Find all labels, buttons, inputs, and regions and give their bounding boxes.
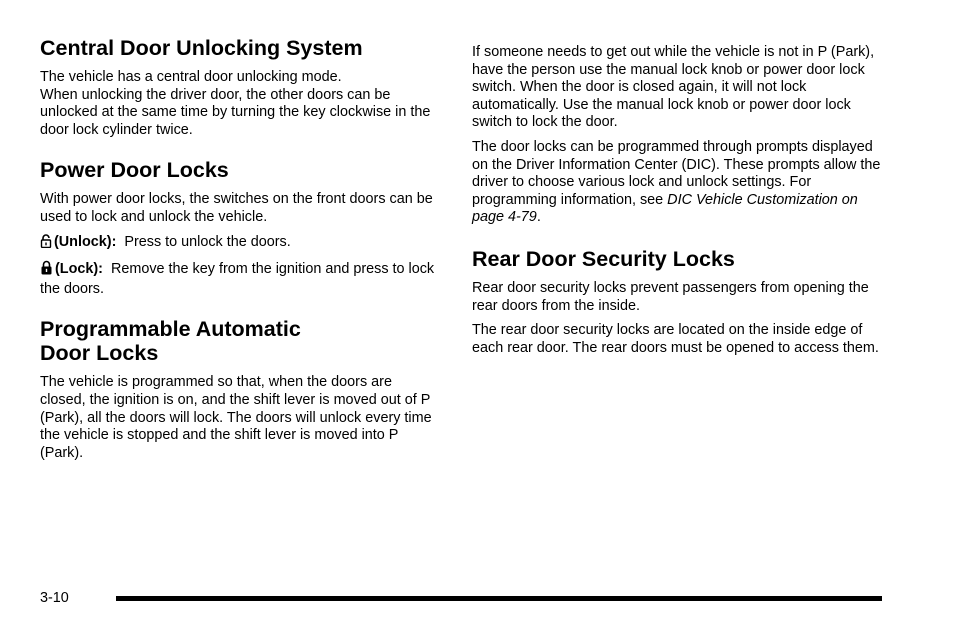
paragraph-text: The door locks can be programmed through prompts displayed on the Driver Information Center (DIC). These prompts allow the driver to choose various lock and unlock settings. For programming information, see bbox=[472, 138, 881, 208]
right-column bbox=[472, 44, 882, 376]
section-title: Central Door Unlocking System bbox=[40, 36, 363, 60]
paragraph: The rear door security locks are located on the inside edge of each rear door. The rear doors must be opened to access them. bbox=[472, 322, 879, 356]
section-title-line: Door Locks bbox=[40, 341, 159, 366]
paragraph-text: When unlocking the driver door, the other doors can be unlocked at the same time by turning the key clockwise in the door lock cylinder twice. bbox=[40, 86, 431, 138]
cross-reference-link[interactable]: DIC Vehicle Customization on page 4-79 bbox=[472, 191, 858, 226]
lock-label: (Lock): bbox=[55, 261, 103, 278]
section-title bbox=[40, 317, 440, 365]
unlock-description bbox=[40, 234, 440, 254]
lock-icon bbox=[40, 260, 53, 281]
paragraph bbox=[472, 139, 882, 227]
section-title-line: Programmable Automatic bbox=[40, 317, 301, 342]
left-column bbox=[40, 36, 440, 481]
section-central-door-unlocking bbox=[40, 36, 440, 139]
unlock-icon bbox=[40, 234, 52, 254]
paragraph: With power door locks, the switches on the front doors can be used to lock and unlock the vehicle. bbox=[40, 191, 433, 225]
section-title: Power Door Locks bbox=[40, 158, 229, 183]
paragraph-text: The vehicle has a central door unlocking mode. bbox=[40, 69, 342, 85]
paragraph: The vehicle is programmed so that, when the doors are closed, the ignition is on, and the shift lever is moved out of P (Park), all the doors will lock. The doors will unlock every time the vehicle is stopped and the shift lever is moved into P (Park). bbox=[40, 374, 432, 461]
section-rear-door-security-locks bbox=[472, 247, 882, 357]
paragraph bbox=[40, 69, 440, 139]
unlock-label: (Unlock): bbox=[54, 233, 117, 250]
lock-text: Remove the key from the ignition and press to lock the doors. bbox=[40, 261, 435, 297]
paragraph: Rear door security locks prevent passengers from opening the rear doors from the inside. bbox=[472, 279, 869, 314]
page-number: 3-10 bbox=[40, 590, 69, 606]
section-programmable-automatic-door-locks bbox=[40, 317, 440, 462]
paragraph: If someone needs to get out while the vehicle is not in P (Park), have the person use the manual lock knob or power door lock switch. When the door is closed again, it will not lock automatically. Use the manual lock knob or power door lock switch to lock the door. bbox=[472, 44, 875, 131]
paragraph-end: . bbox=[536, 209, 541, 226]
section-title: Rear Door Security Locks bbox=[472, 246, 735, 271]
unlock-text: Press to unlock the doors. bbox=[124, 233, 291, 250]
lock-description bbox=[40, 260, 440, 298]
section-power-door-locks bbox=[40, 158, 440, 298]
footer-rule bbox=[116, 596, 882, 601]
